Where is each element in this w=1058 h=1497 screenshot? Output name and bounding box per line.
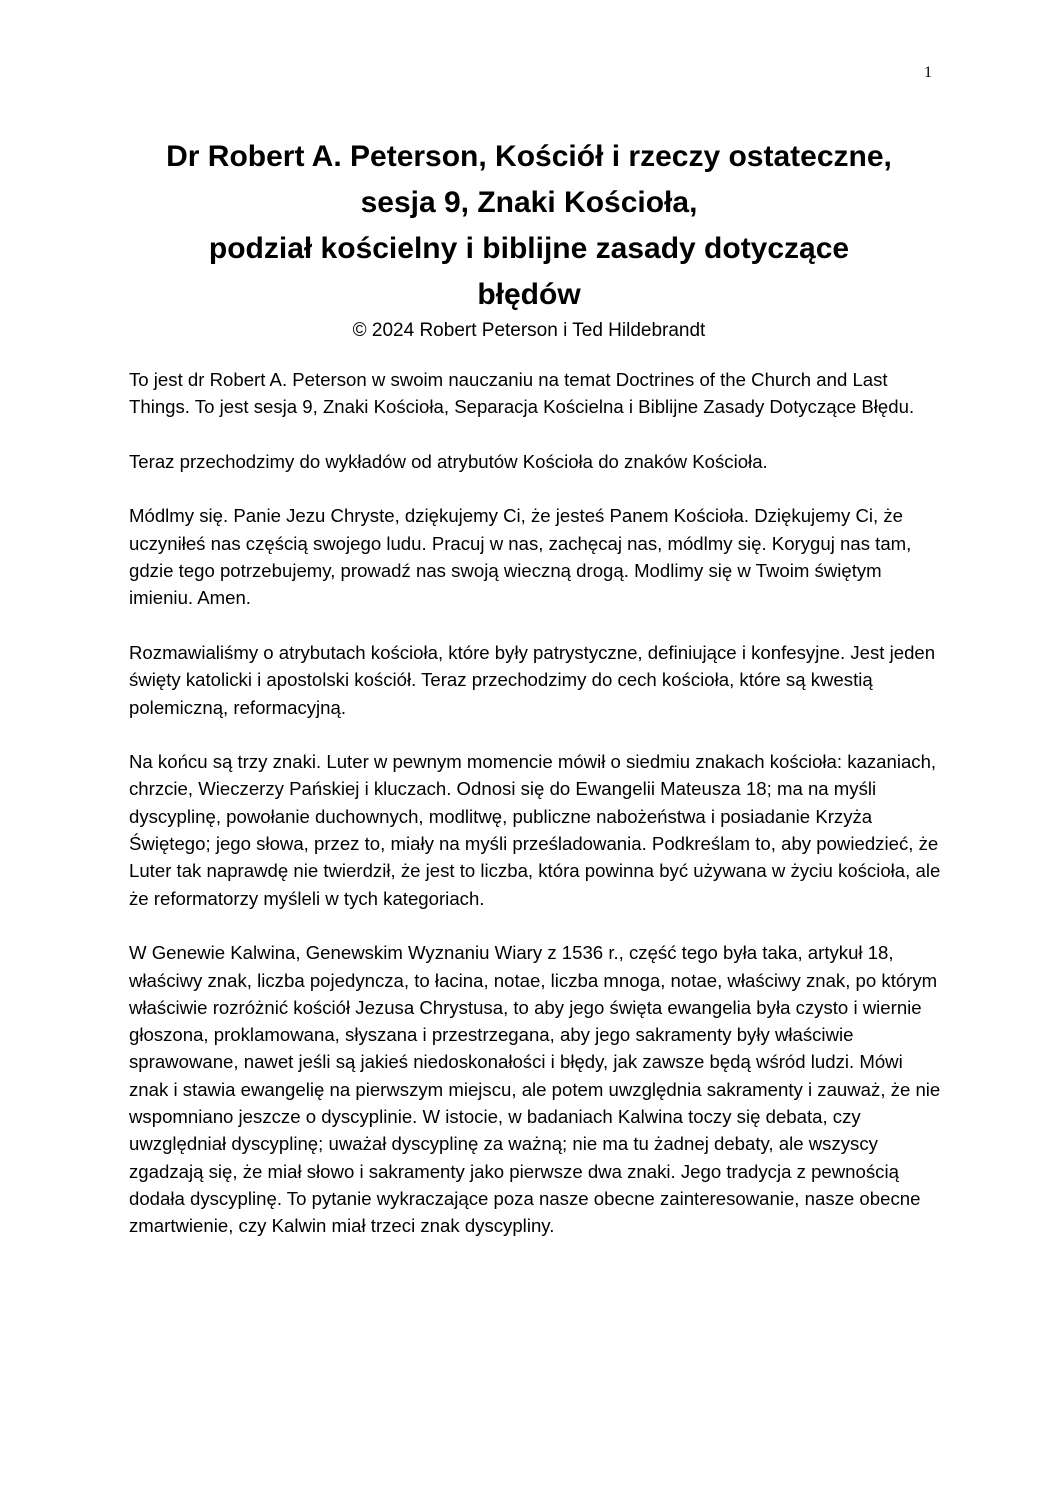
document-header: [100, 134, 958, 344]
title-line: błędów: [477, 278, 581, 311]
title-line: podział kościelny i biblijne zasady dotyczące: [208, 232, 850, 265]
paragraph-intro: To jest dr Robert A. Peterson w swoim nauczaniu na temat Doctrines of the Church and Last Things. To jest sesja 9, Znaki Kościoła, Separacja Kościelna i Biblijne Zasady Dotyczące Błędu.: [129, 369, 915, 418]
paragraph-luther: Na końcu są trzy znaki. Luter w pewnym momencie mówił o siedmiu znakach kościoła: kazaniach, chrzcie, Wieczerzy Pańskiej i kluczach. Odnosi się do Ewangelii Mateusza 18; ma na myśli dyscyplinę, powołanie duchownych, modlitwę, publiczne nabożeństwa i posiadanie Krzyża Świętego; jego słowa, przez to, miały na myśli prześladowania. Podkreślam to, aby powiedzieć, że Luter tak naprawdę nie twierdził, że jest to liczba, która powinna być używana w życiu kościoła, ale że reformatorzy myśleli w tych kategoriach.: [129, 751, 941, 909]
paragraph-calvin: W Genewie Kalwina, Genewskim Wyznaniu Wiary z 1536 r., część tego była taka, artykuł 18, właściwy znak, liczba pojedyncza, to łacina, notae, liczba mnoga, notae, właściwy znak, po którym właściwie rozróżnić kościół Jezusa Chrystusa, to aby jego święta ewangelia była czysto i wiernie głoszona, proklamowana, słyszana i przestrzegana, aby jego sakramenty były właściwie sprawowane, nawet jeśli są jakieś niedoskonałości i błędy, jak zawsze będą wśród ludzi. Mówi znak i stawia ewangelię na pierwszym miejscu, ale potem uwzględnia sakramenty i zauważ, że nie wspomniano jeszcze o dyscyplinie. W istocie, w badaniach Kalwina toczy się debata, czy uwzględniał dyscyplinę; uważał dyscyplinę za ważną; nie ma tu żadnej debaty, ale wszyscy zgadzają się, że miał słowo i sakramenty jako pierwsze dwa znaki. Jego tradycja z pewnością dodała dyscyplinę. To pytanie wykraczające poza nasze obecne zainteresowanie, nasze obecne zmartwienie, czy Kalwin miał trzeci znak dyscypliny.: [129, 942, 941, 1237]
paragraph-prayer: Módlmy się. Panie Jezu Chryste, dziękujemy Ci, że jesteś Panem Kościoła. Dziękujemy Ci, że uczyniłeś nas częścią swojego ludu. Pracuj w nas, zachęcaj nas, módlmy się. Koryguj nas tam, gdzie tego potrzebujemy, prowadź nas swoją wieczną drogą. Modlimy się w Twoim świętym imieniu. Amen.: [129, 505, 912, 609]
copyright-line: © 2024 Robert Peterson i Ted Hildebrandt: [352, 320, 706, 341]
title-line: Dr Robert A. Peterson, Kościół i rzeczy ostateczne,: [166, 140, 892, 173]
page-number: 1: [924, 64, 932, 81]
paragraph-attributes: Rozmawialiśmy o atrybutach kościoła, które były patrystyczne, definiujące i konfesyjne. Jest jeden święty katolicki i apostolski kościół. Teraz przechodzimy do cech kościoła, które są kwestią polemiczną, reformacyjną.: [129, 641, 936, 718]
title-line: sesja 9, Znaki Kościoła,: [360, 186, 698, 219]
document-body: [129, 366, 941, 1267]
paragraph-transition: Teraz przechodzimy do wykładów od atrybutów Kościoła do znaków Kościoła.: [129, 450, 768, 472]
